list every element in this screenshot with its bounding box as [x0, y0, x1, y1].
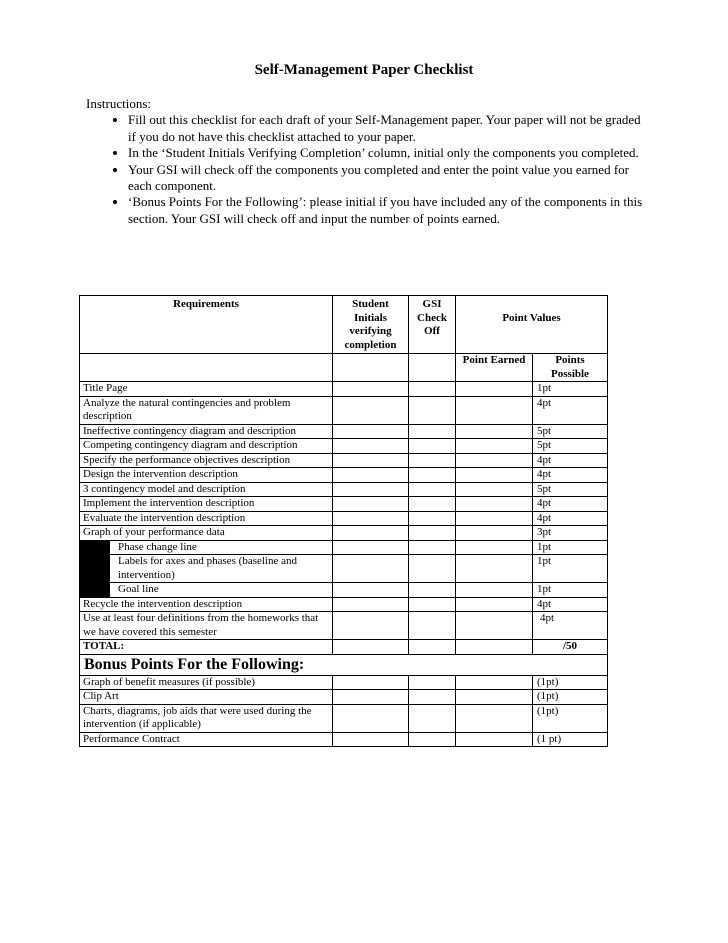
points-possible-cell: 4pt	[533, 597, 608, 612]
requirement-cell: Performance Contract	[80, 732, 333, 747]
student-initials-cell[interactable]	[333, 555, 409, 583]
point-earned-cell[interactable]	[456, 675, 533, 690]
table-row	[80, 468, 608, 483]
bonus-row	[80, 690, 608, 705]
table-row	[80, 526, 608, 541]
black-block	[80, 555, 95, 583]
table-row	[80, 382, 608, 397]
student-initials-cell[interactable]	[333, 453, 409, 468]
point-earned-cell[interactable]	[456, 526, 533, 541]
student-initials-cell[interactable]	[333, 597, 409, 612]
point-earned-cell[interactable]	[456, 540, 533, 555]
gsi-check-cell[interactable]	[409, 640, 456, 655]
requirement-cell: Analyze the natural contingencies and problem description	[80, 396, 333, 424]
points-possible-cell: (1pt)	[533, 690, 608, 705]
gsi-check-cell[interactable]	[409, 675, 456, 690]
requirement-cell: Ineffective contingency diagram and description	[80, 424, 333, 439]
point-earned-cell[interactable]	[456, 453, 533, 468]
student-initials-cell[interactable]	[333, 396, 409, 424]
requirement-cell: Clip Art	[80, 690, 333, 705]
gsi-check-cell[interactable]	[409, 424, 456, 439]
student-initials-cell[interactable]	[333, 540, 409, 555]
point-earned-cell[interactable]	[456, 382, 533, 397]
student-initials-cell[interactable]	[333, 526, 409, 541]
bonus-title-row	[80, 654, 608, 675]
requirement-cell: 3 contingency model and description	[80, 482, 333, 497]
student-initials-cell[interactable]	[333, 704, 409, 732]
instructions-list	[86, 112, 646, 227]
point-earned-cell[interactable]	[456, 555, 533, 583]
points-possible-cell: 4pt	[533, 453, 608, 468]
gsi-check-cell[interactable]	[409, 439, 456, 454]
header-points-possible: Points Possible	[533, 354, 608, 382]
points-possible-cell: (1 pt)	[533, 732, 608, 747]
gsi-check-cell[interactable]	[409, 732, 456, 747]
table-row	[80, 424, 608, 439]
gsi-check-cell[interactable]	[409, 396, 456, 424]
blank-cell	[333, 354, 409, 382]
point-earned-cell[interactable]	[456, 704, 533, 732]
requirement-cell: Evaluate the intervention description	[80, 511, 333, 526]
header-point-earned: Point Earned	[456, 354, 533, 382]
page-title: Self-Management Paper Checklist	[254, 62, 474, 78]
student-initials-cell[interactable]	[333, 482, 409, 497]
blank-cell	[80, 354, 333, 382]
table-row	[80, 511, 608, 526]
requirement-cell: Design the intervention description	[80, 468, 333, 483]
points-possible-cell: 1pt	[533, 583, 608, 598]
table-subrow	[80, 555, 608, 583]
requirement-cell: Specify the performance objectives description	[80, 453, 333, 468]
gsi-check-cell[interactable]	[409, 482, 456, 497]
student-initials-cell[interactable]	[333, 690, 409, 705]
gsi-check-cell[interactable]	[409, 540, 456, 555]
instruction-item: • Your GSI will check off the components you completed and enter the point value you earned for each component.	[128, 162, 646, 195]
student-initials-cell[interactable]	[333, 583, 409, 598]
point-earned-cell[interactable]	[456, 482, 533, 497]
requirement-cell: Implement the intervention description	[80, 497, 333, 512]
point-earned-cell[interactable]	[456, 640, 533, 655]
points-possible-cell: 1pt	[533, 555, 608, 583]
point-earned-cell[interactable]	[456, 439, 533, 454]
gsi-check-cell[interactable]	[409, 555, 456, 583]
points-possible-cell: 4pt	[533, 511, 608, 526]
bonus-row	[80, 704, 608, 732]
student-initials-cell[interactable]	[333, 439, 409, 454]
table-subheader-row	[80, 354, 608, 382]
header-gsi-check: GSI Check Off	[409, 296, 456, 354]
point-earned-cell[interactable]	[456, 424, 533, 439]
points-possible-cell: 4pt	[533, 497, 608, 512]
total-row	[80, 640, 608, 655]
points-possible-cell: 4pt	[533, 396, 608, 424]
student-initials-cell[interactable]	[333, 468, 409, 483]
points-possible-cell: 1pt	[533, 382, 608, 397]
black-block	[80, 540, 95, 555]
points-possible-cell: 5pt	[533, 424, 608, 439]
student-initials-cell[interactable]	[333, 612, 409, 640]
point-earned-cell[interactable]	[456, 497, 533, 512]
points-possible-cell: 1pt	[533, 540, 608, 555]
gsi-check-cell[interactable]	[409, 704, 456, 732]
student-initials-cell[interactable]	[333, 732, 409, 747]
point-earned-cell[interactable]	[456, 468, 533, 483]
black-block	[95, 540, 110, 555]
point-earned-cell[interactable]	[456, 396, 533, 424]
requirement-cell: Graph of your performance data	[80, 526, 333, 541]
point-earned-cell[interactable]	[456, 511, 533, 526]
point-earned-cell[interactable]	[456, 583, 533, 598]
points-possible-cell: 4pt	[533, 612, 608, 640]
bonus-row	[80, 732, 608, 747]
requirement-cell: Competing contingency diagram and description	[80, 439, 333, 454]
requirement-cell: Phase change line	[110, 540, 333, 555]
point-earned-cell[interactable]	[456, 597, 533, 612]
student-initials-cell[interactable]	[333, 424, 409, 439]
instruction-item: • In the ‘Student Initials Verifying Completion’ column, initial only the components you completed.	[128, 145, 646, 161]
requirement-cell: Graph of benefit measures (if possible)	[80, 675, 333, 690]
instruction-item: • ‘Bonus Points For the Following’: please initial if you have included any of the components in this section. Your GSI will check off and input the number of points earned.	[128, 194, 646, 227]
table-row	[80, 597, 608, 612]
points-possible-cell: (1pt)	[533, 675, 608, 690]
total-value: /50	[533, 640, 608, 655]
table-subrow	[80, 540, 608, 555]
points-possible-cell: 5pt	[533, 439, 608, 454]
gsi-check-cell[interactable]	[409, 612, 456, 640]
table-subrow	[80, 583, 608, 598]
gsi-check-cell[interactable]	[409, 583, 456, 598]
student-initials-cell[interactable]	[333, 640, 409, 655]
gsi-check-cell[interactable]	[409, 526, 456, 541]
instruction-item: • Fill out this checklist for each draft of your Self-Management paper. Your paper will not be graded if you do not have this checklist attached to your paper.	[128, 112, 646, 145]
checklist-table	[79, 295, 608, 747]
gsi-check-cell[interactable]	[409, 597, 456, 612]
gsi-check-cell[interactable]	[409, 453, 456, 468]
requirement-cell: Goal line	[110, 583, 333, 598]
table-row	[80, 396, 608, 424]
student-initials-cell[interactable]	[333, 497, 409, 512]
student-initials-cell[interactable]	[333, 382, 409, 397]
bonus-title: Bonus Points For the Following:	[80, 654, 608, 675]
table-row	[80, 439, 608, 454]
black-block	[80, 583, 95, 598]
total-label: TOTAL:	[80, 640, 333, 655]
points-possible-cell: 4pt	[533, 468, 608, 483]
header-point-values: Point Values	[456, 296, 608, 354]
student-initials-cell[interactable]	[333, 511, 409, 526]
instructions	[86, 96, 646, 227]
requirement-cell: Title Page	[80, 382, 333, 397]
requirement-cell: Recycle the intervention description	[80, 597, 333, 612]
points-possible-cell: 5pt	[533, 482, 608, 497]
gsi-check-cell[interactable]	[409, 382, 456, 397]
requirement-cell: Charts, diagrams, job aids that were used during the intervention (if applicable)	[80, 704, 333, 732]
table-row	[80, 612, 608, 640]
gsi-check-cell[interactable]	[409, 468, 456, 483]
points-possible-cell: (1pt)	[533, 704, 608, 732]
point-earned-cell[interactable]	[456, 690, 533, 705]
table-row	[80, 453, 608, 468]
header-student-initials: Student Initials verifying completion	[333, 296, 409, 354]
instructions-label: Instructions:	[86, 96, 151, 111]
table-row	[80, 482, 608, 497]
black-block	[95, 583, 110, 598]
table-header-row	[80, 296, 608, 354]
points-possible-cell: 3pt	[533, 526, 608, 541]
point-earned-cell[interactable]	[456, 732, 533, 747]
bonus-row	[80, 675, 608, 690]
gsi-check-cell[interactable]	[409, 497, 456, 512]
requirement-cell: Labels for axes and phases (baseline and intervention)	[110, 555, 333, 583]
blank-cell	[409, 354, 456, 382]
gsi-check-cell[interactable]	[409, 690, 456, 705]
point-earned-cell[interactable]	[456, 612, 533, 640]
header-requirements: Requirements	[80, 296, 333, 354]
requirement-cell: Use at least four definitions from the homeworks that we have covered this semester	[80, 612, 333, 640]
gsi-check-cell[interactable]	[409, 511, 456, 526]
table-row	[80, 497, 608, 512]
student-initials-cell[interactable]	[333, 675, 409, 690]
black-block	[95, 555, 110, 583]
